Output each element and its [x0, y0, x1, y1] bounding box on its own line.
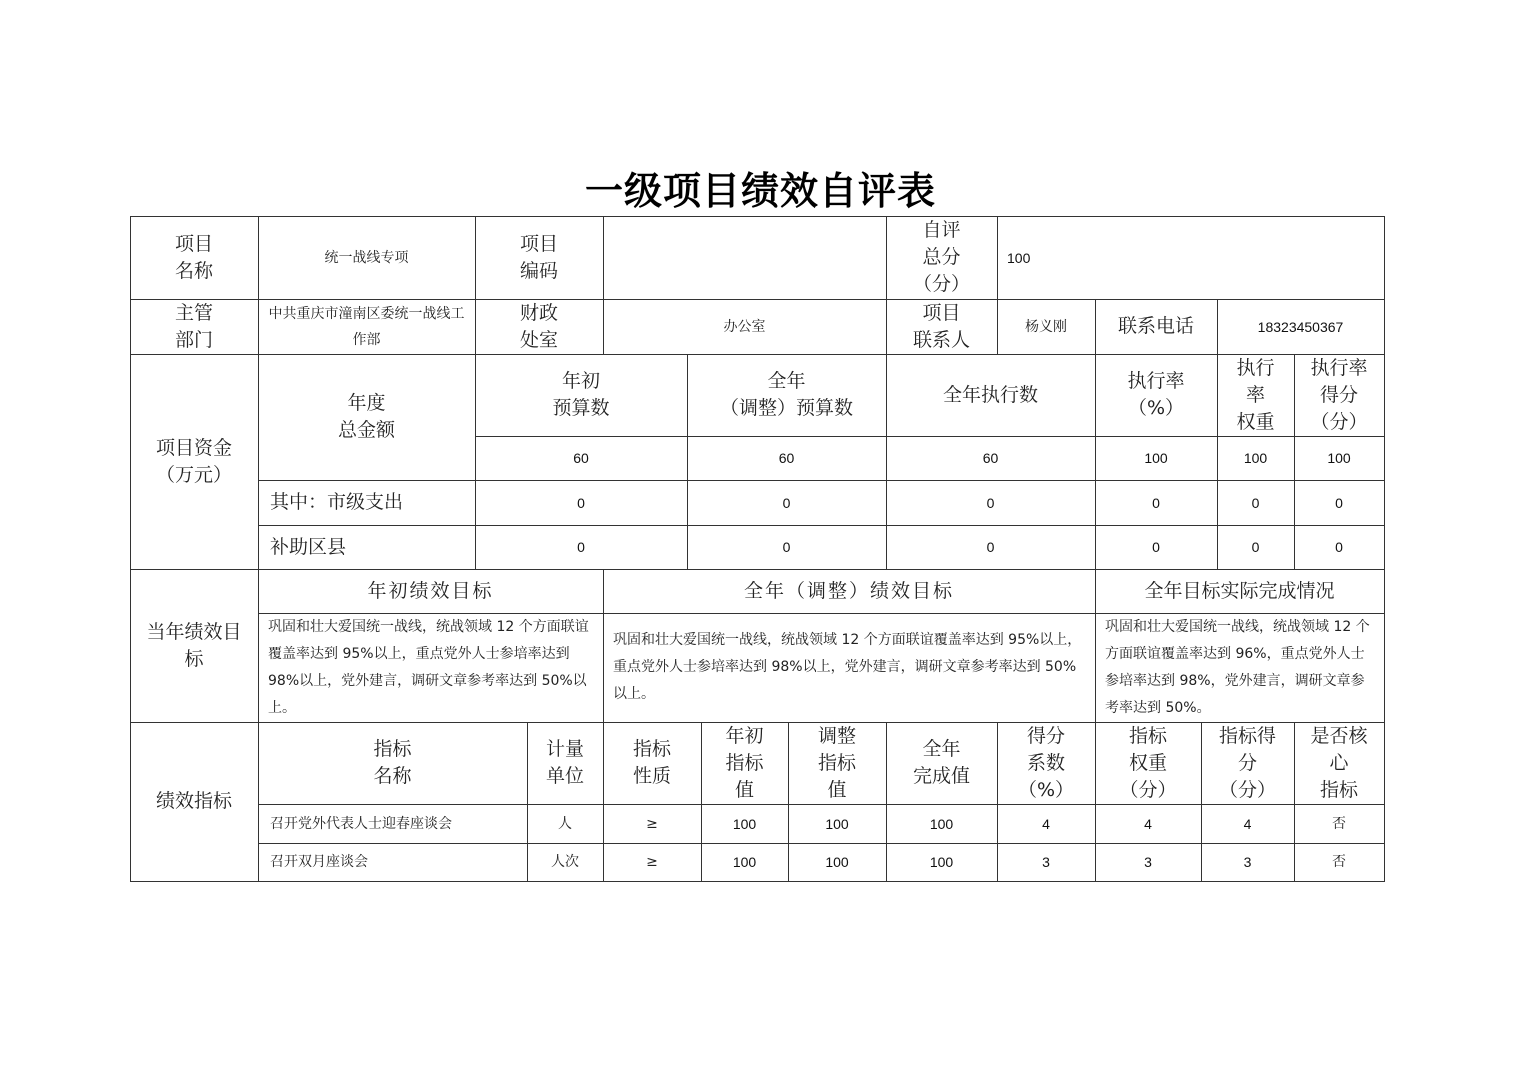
project-name-value: 统一战线专项	[258, 216, 476, 300]
funds-total-weight: 100	[1217, 436, 1295, 481]
indicator-initial-header: 年初 指标 值	[701, 722, 789, 805]
phone-label: 联系电话	[1095, 299, 1218, 355]
indicator-row-completed: 100	[886, 843, 998, 882]
goals-actual-text: 巩固和壮大爱国统一战线，统战领域 12 个方面联谊覆盖率达到 96%，重点党外人士参培率达到 98%，党外建言，调研文章参考率达到 50%。	[1095, 613, 1385, 723]
funds-section-label: 项目资金 （万元）	[130, 354, 259, 570]
indicator-unit-header: 计量 单位	[527, 722, 604, 805]
funds-score-header: 执行率 得分 （分）	[1294, 354, 1385, 437]
funds-row-city-score: 0	[1294, 480, 1385, 526]
indicator-row-coef: 4	[997, 804, 1096, 844]
funds-row-county-score: 0	[1294, 525, 1385, 570]
funds-weight-header: 执行 率 权重	[1217, 354, 1295, 437]
indicator-completed-header: 全年 完成值	[886, 722, 998, 805]
dept-value: 中共重庆市潼南区委统一战线工作部	[258, 299, 476, 355]
funds-row-city-weight: 0	[1217, 480, 1295, 526]
indicator-row-unit: 人	[527, 804, 604, 844]
funds-row-county-adjusted: 0	[687, 525, 887, 570]
finance-value: 办公室	[603, 299, 887, 355]
indicator-row-score: 4	[1201, 804, 1295, 844]
indicator-row-nature: ≥	[603, 804, 702, 844]
indicator-name-header: 指标 名称	[258, 722, 528, 805]
page-title: 一级项目绩效自评表	[584, 168, 936, 213]
indicator-row-name: 召开双月座谈会	[258, 843, 528, 882]
indicator-weight-header: 指标 权重 （分）	[1095, 722, 1202, 805]
indicator-adjusted-header: 调整 指标 值	[788, 722, 887, 805]
funds-total-header: 年度 总金额	[258, 354, 476, 481]
funds-row-county-executed: 0	[886, 525, 1096, 570]
indicator-row-weight: 4	[1095, 804, 1202, 844]
indicator-row-initial: 100	[701, 804, 789, 844]
funds-row-county-label: 补助区县	[258, 525, 476, 570]
indicator-row-unit: 人次	[527, 843, 604, 882]
funds-row-county-rate: 0	[1095, 525, 1218, 570]
indicator-row-weight: 3	[1095, 843, 1202, 882]
funds-initial-header: 年初 预算数	[475, 354, 688, 437]
contact-label: 项目 联系人	[886, 299, 998, 355]
indicator-row-name: 召开党外代表人士迎春座谈会	[258, 804, 528, 844]
goals-adjusted-text: 巩固和壮大爱国统一战线，统战领域 12 个方面联谊覆盖率达到 95%以上，重点党外人士参培率达到 98%以上，党外建言，调研文章参考率达到 50%以上。	[603, 613, 1096, 723]
funds-rate-header: 执行率 （%）	[1095, 354, 1218, 437]
funds-total-score: 100	[1294, 436, 1385, 481]
funds-adjusted-header: 全年 （调整）预算数	[687, 354, 887, 437]
indicator-row-completed: 100	[886, 804, 998, 844]
funds-row-city-initial: 0	[475, 480, 688, 526]
goals-adjusted-header: 全年（调整）绩效目标	[603, 569, 1096, 614]
funds-row-city-rate: 0	[1095, 480, 1218, 526]
indicator-row-adjusted: 100	[788, 843, 887, 882]
self-score-label: 自评 总分 （分）	[886, 216, 998, 300]
funds-total-rate: 100	[1095, 436, 1218, 481]
finance-label: 财政 处室	[475, 299, 604, 355]
funds-executed-header: 全年执行数	[886, 354, 1096, 437]
indicator-row-adjusted: 100	[788, 804, 887, 844]
indicator-row-nature: ≥	[603, 843, 702, 882]
funds-total-initial: 60	[475, 436, 688, 481]
phone-value: 18323450367	[1217, 299, 1385, 355]
project-code-value	[603, 216, 887, 300]
funds-row-city-adjusted: 0	[687, 480, 887, 526]
goals-section-label: 当年绩效目 标	[130, 569, 259, 723]
goals-initial-text: 巩固和壮大爱国统一战线，统战领域 12 个方面联谊覆盖率达到 95%以上，重点党外人士参培率达到 98%以上，党外建言，调研文章参考率达到 50%以上。	[258, 613, 604, 723]
funds-total-executed: 60	[886, 436, 1096, 481]
funds-total-adjusted: 60	[687, 436, 887, 481]
self-score-value: 100	[997, 216, 1385, 300]
indicator-row-initial: 100	[701, 843, 789, 882]
project-name-label: 项目 名称	[130, 216, 259, 300]
indicator-coef-header: 得分 系数 （%）	[997, 722, 1096, 805]
indicator-row-score: 3	[1201, 843, 1295, 882]
funds-row-county-weight: 0	[1217, 525, 1295, 570]
indicator-nature-header: 指标 性质	[603, 722, 702, 805]
dept-label: 主管 部门	[130, 299, 259, 355]
goals-actual-header: 全年目标实际完成情况	[1095, 569, 1385, 614]
indicator-core-header: 是否核 心 指标	[1294, 722, 1385, 805]
contact-value: 杨义刚	[997, 299, 1096, 355]
indicator-row-core: 否	[1294, 843, 1385, 882]
funds-row-city-executed: 0	[886, 480, 1096, 526]
goals-initial-header: 年初绩效目标	[258, 569, 604, 614]
project-code-label: 项目 编码	[475, 216, 604, 300]
indicator-row-coef: 3	[997, 843, 1096, 882]
indicator-row-core: 否	[1294, 804, 1385, 844]
funds-row-city-label: 其中：市级支出	[258, 480, 476, 526]
funds-row-county-initial: 0	[475, 525, 688, 570]
indicator-score-header: 指标得 分 （分）	[1201, 722, 1295, 805]
indicators-section-label: 绩效指标	[130, 722, 259, 882]
